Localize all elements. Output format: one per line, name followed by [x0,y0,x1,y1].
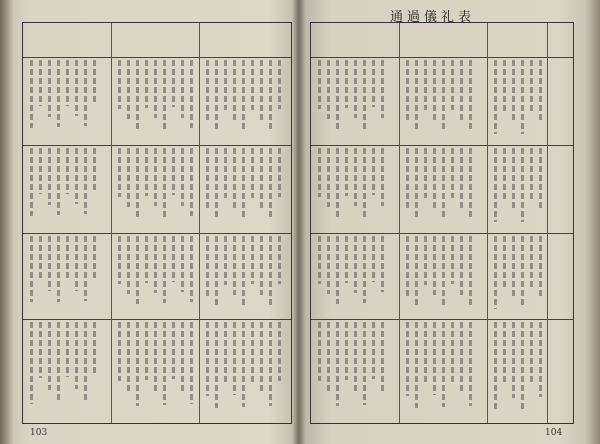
text-column-placeholder [84,322,87,402]
text-column-placeholder [251,60,254,110]
text-column-placeholder [512,322,515,398]
text-column-placeholder [66,322,69,377]
text-column-placeholder [30,60,33,128]
text-column-placeholder [539,148,542,210]
text-column-placeholder [251,148,254,198]
text-column-placeholder [57,60,60,127]
row-rule [311,233,573,234]
text-column-placeholder [354,148,357,206]
text-column-placeholder [406,236,409,296]
text-column-placeholder [381,148,384,206]
text-column-placeholder [336,322,339,406]
text-column-placeholder [503,148,506,201]
text-column-placeholder [75,322,78,389]
text-column-placeholder [406,322,409,396]
text-column-placeholder [145,60,148,108]
page-title: 通過儀礼表 [390,10,476,25]
row-rule [23,145,291,146]
text-column-placeholder [30,148,33,216]
text-column-placeholder [512,148,515,211]
text-column-placeholder [539,60,542,122]
text-column-placeholder [433,236,436,295]
text-column-placeholder [521,60,524,134]
text-column-placeholder [154,148,157,206]
text-column-placeholder [260,322,263,394]
text-column-placeholder [451,236,454,284]
text-column-placeholder [521,322,524,410]
text-column-placeholder [163,236,166,303]
text-column-placeholder [233,60,236,121]
text-column-placeholder [66,236,69,280]
text-column-placeholder [433,148,436,209]
text-column-placeholder [372,148,375,195]
text-column-placeholder [242,60,245,131]
text-column-placeholder [181,322,184,391]
left-page-number: 103 [30,428,48,438]
text-column-placeholder [215,60,218,132]
text-column-placeholder [278,148,281,197]
text-column-placeholder [530,148,533,200]
text-column-placeholder [154,236,157,293]
right-page-number: 104 [545,428,563,438]
text-column-placeholder [345,148,348,196]
text-column-placeholder [39,148,42,194]
text-column-placeholder [48,322,51,390]
text-column-placeholder [433,60,436,121]
text-column-placeholder [84,236,87,301]
text-column-placeholder [539,322,542,397]
text-column-placeholder [278,60,281,109]
header-rule [23,57,291,58]
text-column-placeholder [494,148,497,222]
text-column-placeholder [512,236,515,298]
row-rule [311,145,573,146]
text-column-placeholder [521,148,524,222]
text-column-placeholder [460,236,463,295]
text-column-placeholder [318,60,321,109]
text-column-placeholder [415,60,418,132]
text-column-placeholder [424,148,427,198]
text-column-placeholder [242,322,245,407]
text-column-placeholder [93,236,96,280]
text-column-placeholder [206,322,209,396]
text-column-placeholder [327,236,330,294]
text-column-placeholder [269,148,272,218]
text-column-placeholder [327,60,330,119]
text-column-placeholder [336,236,339,304]
category-column-rule [547,23,548,423]
text-column-placeholder [424,322,427,382]
text-column-placeholder [415,322,418,408]
text-column-placeholder [363,60,366,129]
text-column-placeholder [233,148,236,209]
text-column-placeholder [345,236,348,283]
text-column-placeholder [75,236,78,291]
text-column-placeholder [327,322,330,393]
text-column-placeholder [75,148,78,204]
text-column-placeholder [503,236,506,287]
text-column-placeholder [242,148,245,219]
text-column-placeholder [93,60,96,105]
header-rule [311,57,573,58]
text-column-placeholder [84,148,87,214]
text-column-placeholder [260,236,263,295]
text-column-placeholder [127,322,130,393]
text-column-placeholder [512,60,515,123]
text-column-placeholder [190,148,193,216]
text-column-placeholder [469,148,472,218]
text-column-placeholder [118,322,121,381]
text-column-placeholder [269,322,272,406]
row-rule [23,319,291,320]
column-rule [399,23,400,423]
text-column-placeholder [424,236,427,285]
text-column-placeholder [154,322,157,392]
text-column-placeholder [163,148,166,217]
text-column-placeholder [530,60,533,112]
text-column-placeholder [57,148,60,215]
text-column-placeholder [224,322,227,382]
text-column-placeholder [269,236,272,305]
text-column-placeholder [215,148,218,220]
text-column-placeholder [172,148,175,195]
text-column-placeholder [415,148,418,220]
text-column-placeholder [145,236,148,283]
text-column-placeholder [75,60,78,116]
text-column-placeholder [406,60,409,122]
text-column-placeholder [318,148,321,197]
text-column-placeholder [39,236,42,281]
text-column-placeholder [206,60,209,122]
text-column-placeholder [539,236,542,297]
text-column-placeholder [354,322,357,392]
text-column-placeholder [372,236,375,282]
text-column-placeholder [190,60,193,128]
text-column-placeholder [30,322,33,404]
text-column-placeholder [224,148,227,198]
text-column-placeholder [215,236,218,306]
text-column-placeholder [442,60,445,131]
text-column-placeholder [442,148,445,219]
text-column-placeholder [251,322,254,382]
text-column-placeholder [424,60,427,110]
text-column-placeholder [57,236,60,302]
text-column-placeholder [136,148,139,218]
column-rule [487,23,488,423]
text-column-placeholder [145,148,148,196]
text-column-placeholder [460,322,463,394]
text-column-placeholder [269,60,272,130]
text-column-placeholder [318,236,321,284]
text-column-placeholder [345,322,348,380]
text-column-placeholder [48,60,51,117]
text-column-placeholder [354,60,357,118]
text-column-placeholder [451,322,454,382]
text-column-placeholder [363,236,366,303]
text-column-placeholder [381,236,384,292]
text-column-placeholder [145,322,148,380]
text-column-placeholder [136,236,139,304]
text-column-placeholder [206,236,209,296]
text-column-placeholder [336,60,339,130]
text-column-placeholder [30,236,33,302]
text-column-placeholder [118,236,121,284]
text-column-placeholder [48,236,51,291]
text-column-placeholder [363,322,366,405]
text-column-placeholder [93,322,96,376]
text-column-placeholder [451,148,454,198]
text-column-placeholder [181,148,184,206]
text-column-placeholder [172,236,175,282]
text-column-placeholder [163,322,166,405]
text-column-placeholder [163,60,166,129]
text-column-placeholder [127,236,130,294]
text-column-placeholder [136,60,139,130]
text-column-placeholder [224,60,227,110]
text-column-placeholder [494,60,497,134]
text-column-placeholder [406,148,409,210]
text-column-placeholder [66,148,69,194]
text-column-placeholder [224,236,227,285]
text-column-placeholder [172,322,175,379]
text-column-placeholder [190,322,193,404]
text-column-placeholder [345,60,348,108]
text-column-placeholder [372,60,375,107]
text-column-placeholder [118,148,121,197]
text-column-placeholder [233,236,236,295]
text-column-placeholder [127,60,130,119]
text-column-placeholder [242,236,245,305]
text-column-placeholder [530,322,533,384]
text-column-placeholder [494,322,497,411]
text-column-placeholder [39,322,42,378]
text-column-placeholder [372,322,375,379]
text-column-placeholder [260,148,263,208]
column-rule [111,23,112,423]
text-column-placeholder [260,60,263,120]
text-column-placeholder [442,322,445,407]
text-column-placeholder [84,60,87,126]
text-column-placeholder [278,236,281,284]
book-gutter [292,0,306,444]
text-column-placeholder [381,322,384,391]
text-column-placeholder [503,60,506,113]
text-column-placeholder [460,60,463,120]
text-column-placeholder [39,60,42,106]
text-column-placeholder [136,322,139,406]
text-column-placeholder [206,148,209,210]
text-column-placeholder [93,148,96,193]
text-column-placeholder [354,236,357,293]
text-column-placeholder [233,322,236,395]
text-column-placeholder [154,60,157,118]
text-column-placeholder [327,148,330,207]
text-column-placeholder [381,60,384,118]
row-rule [311,319,573,320]
text-column-placeholder [48,148,51,205]
text-column-placeholder [127,148,130,207]
text-column-placeholder [469,60,472,130]
row-rule [23,233,291,234]
text-column-placeholder [460,148,463,208]
text-column-placeholder [172,60,175,107]
text-column-placeholder [181,236,184,292]
text-column-placeholder [181,60,184,118]
text-column-placeholder [451,60,454,110]
text-column-placeholder [442,236,445,305]
text-column-placeholder [415,236,418,306]
text-column-placeholder [57,322,60,403]
text-column-placeholder [363,148,366,217]
text-column-placeholder [469,322,472,406]
text-column-placeholder [251,236,254,284]
column-rule [199,23,200,423]
text-column-placeholder [215,322,218,408]
text-column-placeholder [66,60,69,106]
text-column-placeholder [190,236,193,302]
text-column-placeholder [433,322,436,395]
text-column-placeholder [469,236,472,305]
text-column-placeholder [336,148,339,218]
text-column-placeholder [494,236,497,309]
text-column-placeholder [503,322,506,385]
text-column-placeholder [521,236,524,308]
text-column-placeholder [278,322,281,381]
text-column-placeholder [530,236,533,287]
text-column-placeholder [118,60,121,109]
text-column-placeholder [318,322,321,381]
